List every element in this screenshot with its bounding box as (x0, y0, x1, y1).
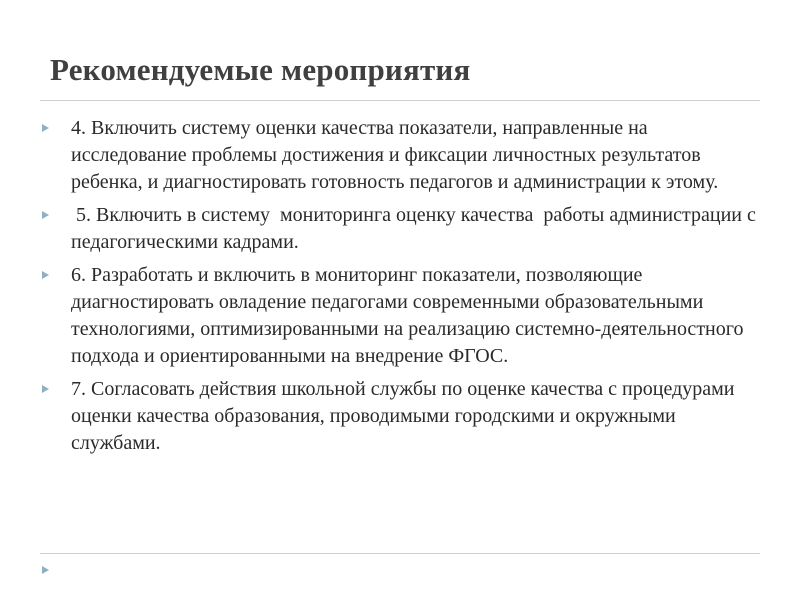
bullet-text: 6. Разработать и включить в мониторинг показатели, позволяющие диагностировать овладение педагогами современными образовательными технологиями, оптимизированными на реализацию системно-деятельностного подхода и ориентированными на внедрение ФГОС. (71, 264, 744, 367)
bullet-item-7 (42, 376, 757, 457)
bullet-list (42, 115, 761, 463)
empty-bullet-arrow-icon (42, 566, 49, 574)
title-divider (40, 100, 760, 101)
slide-title: Рекомендуемые мероприятия (50, 52, 471, 87)
bullet-text: 4. Включить систему оценки качества показатели, направленные на исследование проблемы достижения и фиксации личностных результатов ребенка, и диагностировать готовность педагогов и администрации к этому. (71, 117, 719, 193)
footer-divider (40, 553, 760, 554)
bullet-item-5 (42, 202, 761, 256)
bullet-arrow-icon (42, 385, 49, 393)
bullet-text: 5. Включить в систему мониторинга оценку качества работы администрации с педагогическими кадрами. (71, 204, 761, 253)
bullet-item-4 (42, 115, 757, 196)
bullet-arrow-icon (42, 271, 49, 279)
bullet-arrow-icon (42, 211, 49, 219)
bullet-arrow-icon (42, 124, 49, 132)
bullet-item-6 (42, 262, 757, 370)
bullet-text: 7. Согласовать действия школьной службы по оценке качества с процедурами оценки качества образования, проводимыми городскими и окружными службами. (71, 378, 735, 454)
